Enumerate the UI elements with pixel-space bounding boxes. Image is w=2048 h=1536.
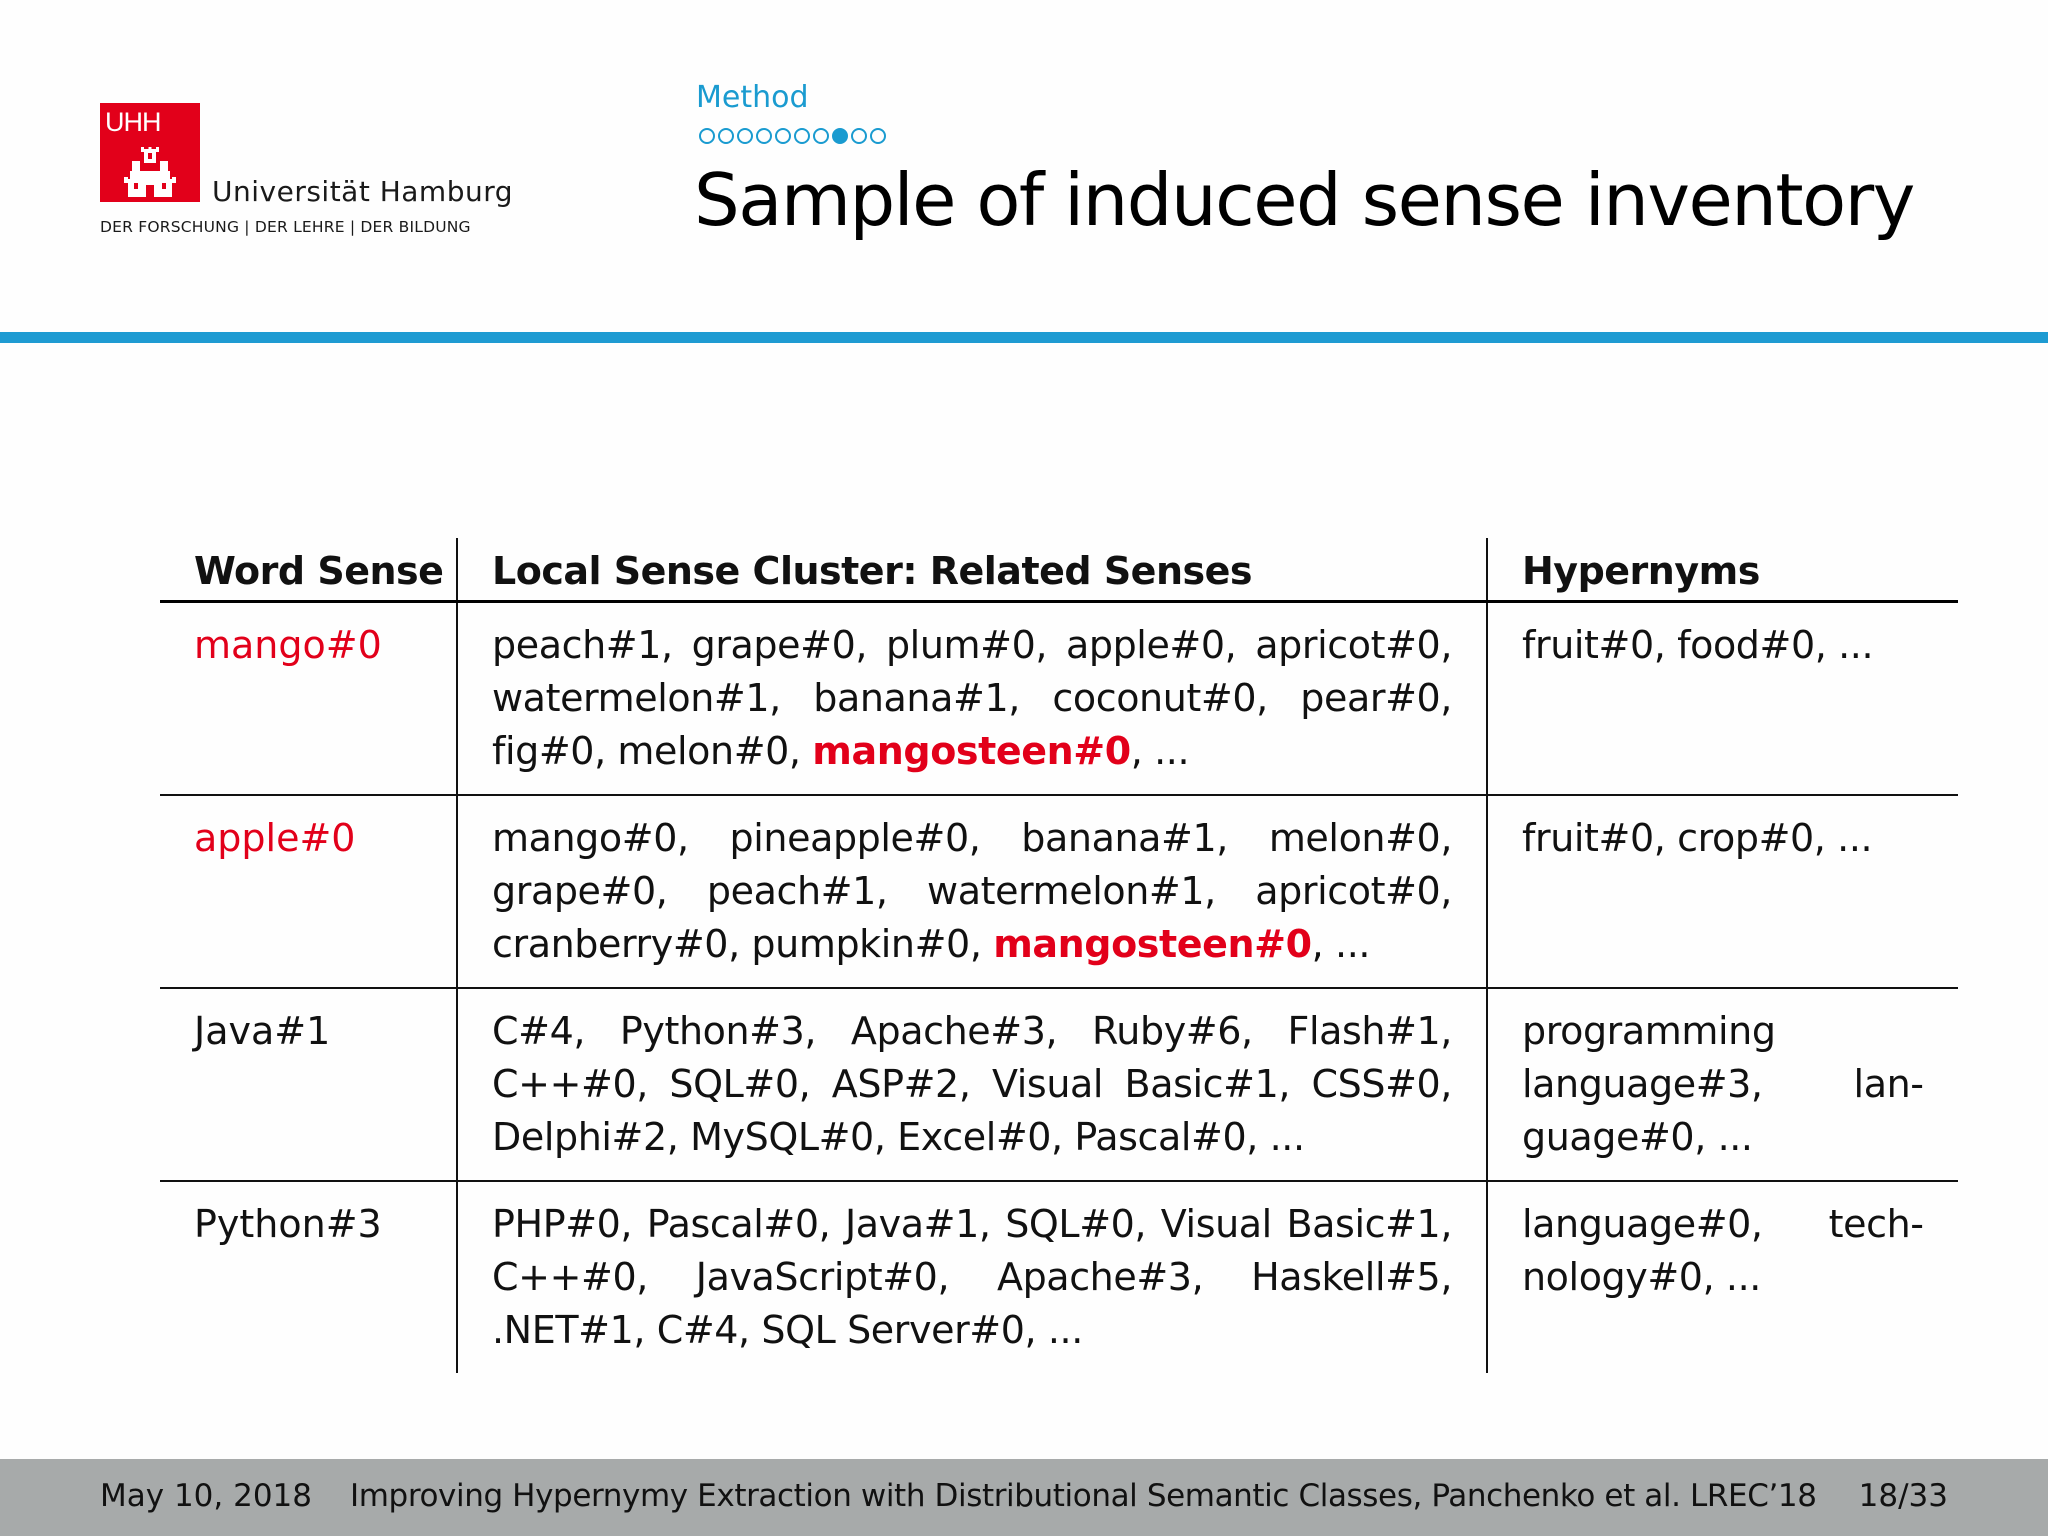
header-word-sense: Word Sense xyxy=(160,538,457,602)
table-row xyxy=(160,1181,1958,1373)
cluster-cell xyxy=(457,795,1487,988)
footer-date: May 10, 2018 xyxy=(100,1478,312,1514)
header-hypernyms: Hypernyms xyxy=(1522,549,1760,593)
table-header-row xyxy=(160,538,1958,602)
word-sense-cell: apple#0 xyxy=(160,795,457,988)
slide-title: Sample of induced sense inventory xyxy=(694,158,1914,242)
progress-dot xyxy=(794,128,810,144)
logo-mark xyxy=(100,103,200,202)
hypernyms-cell: fruit#0, crop#0, ... xyxy=(1522,816,1873,860)
footer-title: Improving Hypernymy Extraction with Distributional Semantic Classes, Panchenko et al. LREC’18 xyxy=(350,1478,1817,1514)
cluster-tail: , ... xyxy=(1311,922,1371,966)
cluster-highlight: mangosteen#0 xyxy=(993,922,1312,966)
progress-dot xyxy=(851,128,867,144)
table-row xyxy=(160,602,1958,796)
castle-crest-icon xyxy=(100,147,200,202)
section-label: Method xyxy=(696,80,809,115)
university-logo xyxy=(100,103,520,243)
page-number: 18/33 xyxy=(1858,1478,1948,1514)
university-tagline: DER FORSCHUNG | DER LEHRE | DER BILDUNG xyxy=(100,218,471,236)
footer-bar xyxy=(0,1459,2048,1536)
progress-dot xyxy=(756,128,772,144)
word-sense-cell: Java#1 xyxy=(160,988,457,1181)
hypernyms-cell: fruit#0, food#0, ... xyxy=(1522,623,1874,667)
word-sense-cell: Python#3 xyxy=(160,1181,457,1373)
cluster-text: peach#1, grape#0, plum#0, apple#0, apricot#0, watermelon#1, banana#1, coconut#0, pear#0, fig#0, melon#0, xyxy=(492,623,1452,773)
cluster-highlight: mangosteen#0 xyxy=(812,729,1131,773)
header-cluster: Local Sense Cluster: Related Senses xyxy=(457,538,1487,602)
logo-mark-text: UHH xyxy=(105,107,161,137)
table-row xyxy=(160,795,1958,988)
cluster-cell xyxy=(457,602,1487,796)
progress-dot xyxy=(718,128,734,144)
cluster-text: C#4, Python#3, Apache#3, Ruby#6, Flash#1, C++#0, SQL#0, ASP#2, Visual Basic#1, CSS#0, Delphi#2, MySQL#0, Excel#0, Pascal#0, ... xyxy=(492,1009,1452,1159)
progress-dot xyxy=(813,128,829,144)
title-divider xyxy=(0,332,2048,343)
cluster-text: PHP#0, Pascal#0, Java#1, SQL#0, Visual Basic#1, C++#0, JavaScript#0, Apache#3, Haskell#5, .NET#1, C#4, SQL Server#0, ... xyxy=(492,1202,1452,1352)
progress-dot xyxy=(699,128,715,144)
cluster-text: mango#0, pineapple#0, banana#1, melon#0, grape#0, peach#1, watermelon#1, apricot#0, cranberry#0, pumpkin#0, xyxy=(492,816,1452,966)
progress-dot-current xyxy=(832,128,848,144)
university-name: Universität Hamburg xyxy=(212,175,514,208)
cluster-tail: , ... xyxy=(1130,729,1190,773)
cluster-cell xyxy=(457,988,1487,1181)
hypernyms-cell: language#0, technology#0, ... xyxy=(1522,1202,1924,1299)
progress-dot xyxy=(775,128,791,144)
sense-inventory-table xyxy=(160,538,1958,1373)
section-progress xyxy=(699,128,886,148)
hypernyms-cell: programming language#3, language#0, ... xyxy=(1522,1009,1924,1159)
word-sense-cell: mango#0 xyxy=(160,602,457,796)
cluster-cell xyxy=(457,1181,1487,1373)
progress-dot xyxy=(737,128,753,144)
table-row xyxy=(160,988,1958,1181)
progress-dot xyxy=(870,128,886,144)
